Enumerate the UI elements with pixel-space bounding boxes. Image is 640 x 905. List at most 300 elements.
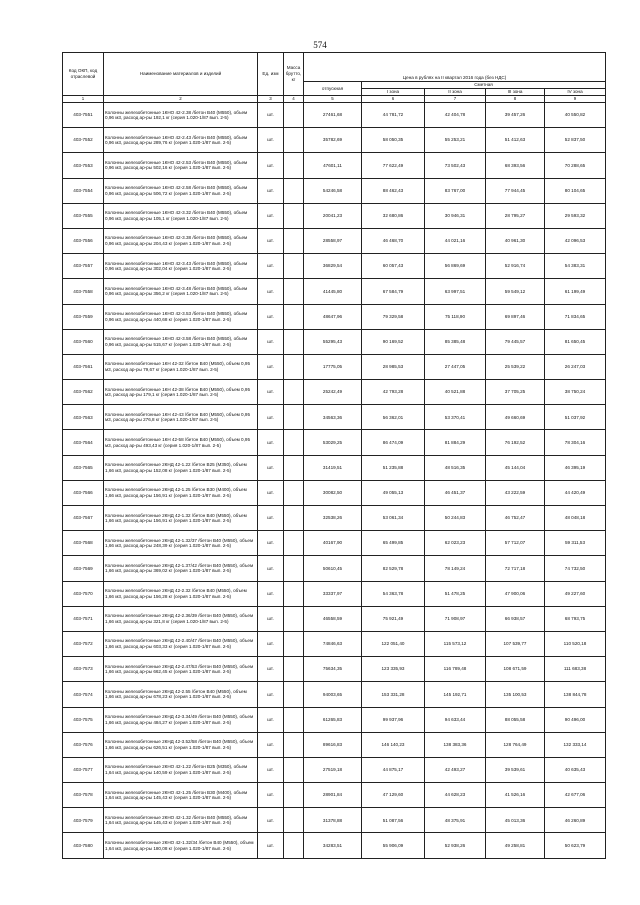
row-zone-3-price: 46 752,47	[486, 506, 545, 531]
row-name: Колонны железобетонные 2КНД 42-1.37/42 /бетон В40 (М550), объем 1,66 м3, расход ар-ры 369,02 кг (серия 1.020-1/87 вып. 2-5)	[104, 556, 258, 581]
row-code: 403-7562	[63, 380, 104, 405]
row-zone-2-price: 116 789,48	[425, 657, 486, 682]
row-zone-1-price: 67 584,79	[362, 279, 425, 304]
row-name: Колонны железобетонные 2КНД 42-3.52/58 /бетон В40 (М550), объем 1,66 м3, расход ар-ры 626,51 кг (серия 1.020-1/87 вып. 2-5)	[104, 732, 258, 757]
table-row	[63, 228, 606, 253]
row-mass	[284, 153, 304, 178]
row-code: 403-7573	[63, 657, 104, 682]
row-code: 403-7580	[63, 833, 104, 858]
row-release-price: 35782,69	[304, 128, 362, 153]
row-zone-2-price: 40 521,88	[425, 380, 486, 405]
row-code: 403-7570	[63, 581, 104, 606]
row-unit: шт.	[258, 606, 284, 631]
row-zone-2-price: 52 938,26	[425, 833, 486, 858]
column-number: 6	[362, 96, 425, 103]
row-zone-3-price: 37 705,25	[486, 380, 545, 405]
row-release-price: 34563,36	[304, 405, 362, 430]
row-zone-1-price: 44 781,72	[362, 103, 425, 128]
row-zone-4-price: 81 650,45	[545, 329, 606, 354]
row-zone-3-price: 49 660,69	[486, 405, 545, 430]
row-zone-1-price: 75 921,49	[362, 606, 425, 631]
row-zone-2-price: 115 573,12	[425, 631, 486, 656]
row-unit: шт.	[258, 304, 284, 329]
row-release-price: 74846,63	[304, 631, 362, 656]
table-row	[63, 833, 606, 858]
row-zone-4-price: 49 227,60	[545, 581, 606, 606]
row-zone-1-price: 77 622,49	[362, 153, 425, 178]
row-release-price: 30082,50	[304, 480, 362, 505]
row-zone-4-price: 38 750,24	[545, 380, 606, 405]
row-zone-2-price: 48 516,35	[425, 455, 486, 480]
table-row	[63, 153, 606, 178]
row-name: Колонны железобетонные 1КН 42-58 /бетон В40 (М550), объем 0,95 м3, расход ар-ры 493,43 кг (серия 1.020-1/87 вып. 2-5)	[104, 430, 258, 455]
row-zone-4-price: 111 683,38	[545, 657, 606, 682]
row-code: 403-7578	[63, 783, 104, 808]
row-mass	[284, 178, 304, 203]
row-code: 403-7568	[63, 531, 104, 556]
row-zone-4-price: 80 104,65	[545, 178, 606, 203]
row-unit: шт.	[258, 707, 284, 732]
row-zone-4-price: 29 593,32	[545, 203, 606, 228]
row-name: Колонны железобетонные 2КНД 42-3.34/49 /бетон В40 (М550), объем 1,66 м3, расход ар-ры 484,27 кг (серия 1.020-1/87 вып. 2-5)	[104, 707, 258, 732]
table-row	[63, 506, 606, 531]
row-mass	[284, 783, 304, 808]
row-zone-2-price: 42 493,27	[425, 757, 486, 782]
column-number: 3	[258, 96, 284, 103]
header-mass: Масса брутто, кг	[284, 53, 304, 96]
row-zone-1-price: 90 169,52	[362, 329, 425, 354]
row-name: Колонны железобетонные 2КНО 42-1.32/34 /бетон В40 (М550), объем 1,64 м3, расход ар-ры 180,08 кг (серия 1.020-1/87 вып. 2-5)	[104, 833, 258, 858]
row-zone-4-price: 110 520,18	[545, 631, 606, 656]
row-zone-3-price: 52 916,74	[486, 254, 545, 279]
row-zone-1-price: 44 875,17	[362, 757, 425, 782]
row-unit: шт.	[258, 203, 284, 228]
row-code: 403-7559	[63, 304, 104, 329]
row-code: 403-7577	[63, 757, 104, 782]
header-zone-3: III зона	[486, 89, 545, 96]
row-zone-4-price: 42 096,53	[545, 228, 606, 253]
row-zone-3-price: 51 412,63	[486, 128, 545, 153]
row-zone-4-price: 68 793,75	[545, 606, 606, 631]
table-row	[63, 581, 606, 606]
table-row	[63, 178, 606, 203]
row-zone-1-price: 58 050,35	[362, 128, 425, 153]
row-zone-4-price: 138 844,78	[545, 682, 606, 707]
row-zone-3-price: 40 961,30	[486, 228, 545, 253]
row-mass	[284, 556, 304, 581]
column-number: 8	[486, 96, 545, 103]
row-name: Колонны железобетонные 1КНО 42-2.38 /бетон В40 (М550), объем 0,96 м3, расход ар-ры 192,1 кг (серия 1.020-1/87 вып. 2-5)	[104, 103, 258, 128]
row-zone-1-price: 55 906,09	[362, 833, 425, 858]
row-release-price: 34283,51	[304, 833, 362, 858]
row-zone-1-price: 146 140,23	[362, 732, 425, 757]
row-zone-3-price: 68 393,56	[486, 153, 545, 178]
row-unit: шт.	[258, 354, 284, 379]
row-zone-2-price: 63 997,51	[425, 279, 486, 304]
row-mass	[284, 707, 304, 732]
row-code: 403-7564	[63, 430, 104, 455]
row-code: 403-7563	[63, 405, 104, 430]
table-row	[63, 455, 606, 480]
row-mass	[284, 430, 304, 455]
row-zone-4-price: 40 635,43	[545, 757, 606, 782]
row-unit: шт.	[258, 455, 284, 480]
table-row	[63, 128, 606, 153]
row-zone-2-price: 138 383,36	[425, 732, 486, 757]
row-unit: шт.	[258, 279, 284, 304]
row-unit: шт.	[258, 783, 284, 808]
row-name: Колонны железобетонные 1КНО 42-2.43 /бетон В40 (М550), объем 0,96 м3, расход ар-ры 289,76 кг (серия 1.020-1/87 вып. 2-5)	[104, 128, 258, 153]
row-release-price: 48647,96	[304, 304, 362, 329]
row-mass	[284, 128, 304, 153]
row-zone-2-price: 145 192,71	[425, 682, 486, 707]
row-zone-2-price: 71 908,97	[425, 606, 486, 631]
column-number: 5	[304, 96, 362, 103]
row-name: Колонны железобетонные 1КН 42-32 /бетон В40 (М550), объем 0,95 м3, расход ар-ры 79,67 кг (серия 1.020-1/87 вып. 2-5)	[104, 354, 258, 379]
row-name: Колонны железобетонные 2КНД 42-1.32/37 /бетон В40 (М550), объем 1,66 м3, расход ар-ры 248,39 кг (серия 1.020-1/87 вып. 2-5)	[104, 531, 258, 556]
row-mass	[284, 354, 304, 379]
row-release-price: 25242,49	[304, 380, 362, 405]
row-zone-2-price: 51 478,25	[425, 581, 486, 606]
row-code: 403-7552	[63, 128, 104, 153]
header-code: Код ОКП, код отраслевой	[63, 53, 104, 96]
row-zone-3-price: 72 717,18	[486, 556, 545, 581]
row-zone-1-price: 82 529,78	[362, 556, 425, 581]
row-unit: шт.	[258, 178, 284, 203]
price-table	[62, 52, 606, 859]
row-release-price: 31378,88	[304, 808, 362, 833]
row-mass	[284, 329, 304, 354]
row-zone-1-price: 88 462,43	[362, 178, 425, 203]
row-name: Колонны железобетонные 1КНО 42-3.58 /бетон В40 (М550), объем 0,96 м3, расход ар-ры 515,67 кг (серия 1.020-1/87 вып. 2-5)	[104, 329, 258, 354]
row-unit: шт.	[258, 808, 284, 833]
table-row	[63, 304, 606, 329]
row-zone-1-price: 56 362,01	[362, 405, 425, 430]
row-unit: шт.	[258, 732, 284, 757]
row-release-price: 28901,84	[304, 783, 362, 808]
row-name: Колонны железобетонные 1КНО 42-3.32 /бетон В40 (М550), объем 0,96 м3, расход ар-ры 105,1 кг (серия 1.020-1/87 вып. 2-5)	[104, 203, 258, 228]
row-mass	[284, 279, 304, 304]
row-zone-3-price: 45 144,04	[486, 455, 545, 480]
row-unit: шт.	[258, 531, 284, 556]
row-code: 403-7557	[63, 254, 104, 279]
row-unit: шт.	[258, 556, 284, 581]
row-code: 403-7555	[63, 203, 104, 228]
row-zone-1-price: 51 235,88	[362, 455, 425, 480]
row-unit: шт.	[258, 480, 284, 505]
row-release-price: 61265,83	[304, 707, 362, 732]
row-release-price: 28558,97	[304, 228, 362, 253]
header-zone-1: I зона	[362, 89, 425, 96]
table-row	[63, 380, 606, 405]
row-zone-2-price: 50 244,83	[425, 506, 486, 531]
row-zone-3-price: 88 055,58	[486, 707, 545, 732]
row-unit: шт.	[258, 103, 284, 128]
row-release-price: 17775,05	[304, 354, 362, 379]
row-unit: шт.	[258, 631, 284, 656]
row-zone-2-price: 56 869,69	[425, 254, 486, 279]
row-zone-3-price: 45 013,36	[486, 808, 545, 833]
row-code: 403-7554	[63, 178, 104, 203]
table-row	[63, 808, 606, 833]
row-zone-3-price: 135 100,53	[486, 682, 545, 707]
row-zone-1-price: 60 057,43	[362, 254, 425, 279]
row-mass	[284, 657, 304, 682]
table-row	[63, 682, 606, 707]
row-code: 403-7561	[63, 354, 104, 379]
row-zone-2-price: 30 946,31	[425, 203, 486, 228]
row-mass	[284, 631, 304, 656]
row-release-price: 55295,43	[304, 329, 362, 354]
row-zone-1-price: 122 051,40	[362, 631, 425, 656]
row-name: Колонны железобетонные 2КНД 42-2.47/53 /бетон В40 (М550), объем 1,66 м3, расход ар-ры 662,45 кг (серия 1.020-1/87 вып. 2-5)	[104, 657, 258, 682]
row-mass	[284, 757, 304, 782]
row-release-price: 40167,90	[304, 531, 362, 556]
row-zone-1-price: 123 335,93	[362, 657, 425, 682]
row-zone-1-price: 46 468,70	[362, 228, 425, 253]
row-zone-3-price: 59 549,12	[486, 279, 545, 304]
row-zone-3-price: 43 222,59	[486, 480, 545, 505]
table-row	[63, 783, 606, 808]
row-zone-3-price: 66 938,57	[486, 606, 545, 631]
row-zone-1-price: 86 474,09	[362, 430, 425, 455]
column-number: 9	[545, 96, 606, 103]
row-zone-4-price: 42 677,06	[545, 783, 606, 808]
row-mass	[284, 254, 304, 279]
row-code: 403-7567	[63, 506, 104, 531]
table-row	[63, 531, 606, 556]
row-unit: шт.	[258, 153, 284, 178]
row-zone-3-price: 28 795,27	[486, 203, 545, 228]
row-unit: шт.	[258, 506, 284, 531]
table-row	[63, 405, 606, 430]
row-name: Колонны железобетонные 2КНД 42-2.36/39 /бетон В40 (М550), объем 1,66 м3, расход ар-ры 321,8 кг (серия 1.020-1/87 вып. 2-5)	[104, 606, 258, 631]
row-mass	[284, 103, 304, 128]
row-zone-4-price: 26 247,03	[545, 354, 606, 379]
row-release-price: 89616,83	[304, 732, 362, 757]
row-mass	[284, 304, 304, 329]
row-zone-3-price: 49 258,81	[486, 833, 545, 858]
row-name: Колонны железобетонные 2КНО 42-1.22 /бетон В25 (М350), объем 1,64 м3, расход ар-ры 140,59 кг (серия 1.020-1/87 вып. 2-5)	[104, 757, 258, 782]
row-zone-2-price: 73 502,43	[425, 153, 486, 178]
row-release-price: 46558,59	[304, 606, 362, 631]
row-mass	[284, 581, 304, 606]
table-row	[63, 606, 606, 631]
table-row	[63, 279, 606, 304]
table-row	[63, 430, 606, 455]
row-zone-3-price: 47 900,06	[486, 581, 545, 606]
row-zone-4-price: 52 837,50	[545, 128, 606, 153]
row-code: 403-7572	[63, 631, 104, 656]
row-zone-2-price: 85 385,48	[425, 329, 486, 354]
row-zone-2-price: 55 253,21	[425, 128, 486, 153]
row-zone-2-price: 83 767,00	[425, 178, 486, 203]
row-zone-1-price: 53 061,34	[362, 506, 425, 531]
table-row	[63, 203, 606, 228]
table-row	[63, 757, 606, 782]
row-zone-2-price: 27 447,05	[425, 354, 486, 379]
row-unit: шт.	[258, 329, 284, 354]
row-zone-2-price: 46 451,37	[425, 480, 486, 505]
row-code: 403-7579	[63, 808, 104, 833]
row-release-price: 31419,51	[304, 455, 362, 480]
row-zone-1-price: 54 363,78	[362, 581, 425, 606]
row-zone-3-price: 76 192,52	[486, 430, 545, 455]
row-code: 403-7569	[63, 556, 104, 581]
header-delivery-price: Сметная	[362, 82, 606, 89]
row-release-price: 36829,54	[304, 254, 362, 279]
row-zone-1-price: 49 055,13	[362, 480, 425, 505]
row-zone-2-price: 62 023,23	[425, 531, 486, 556]
row-zone-4-price: 46 260,89	[545, 808, 606, 833]
row-zone-3-price: 41 526,16	[486, 783, 545, 808]
row-zone-4-price: 70 288,65	[545, 153, 606, 178]
table-row	[63, 556, 606, 581]
row-zone-3-price: 107 539,77	[486, 631, 545, 656]
row-code: 403-7571	[63, 606, 104, 631]
header-name: Наименование материалов и изделий	[104, 53, 258, 96]
row-unit: шт.	[258, 128, 284, 153]
row-name: Колонны железобетонные 1КНО 42-3.43 /бетон В40 (М550), объем 0,96 м3, расход ар-ры 302,04 кг (серия 1.020-1/87 вып. 2-5)	[104, 254, 258, 279]
row-name: Колонны железобетонные 1КН 42-38 /бетон В40 (М550), объем 0,95 м3, расход ар-ры 179,1 кг (серия 1.020-1/87 вып. 2-5)	[104, 380, 258, 405]
row-zone-2-price: 81 884,29	[425, 430, 486, 455]
column-number: 1	[63, 96, 104, 103]
row-zone-1-price: 99 937,96	[362, 707, 425, 732]
row-name: Колонны железобетонные 2КНД 42-1.32 /бетон В40 (М550), объем 1,66 м3, расход ар-ры 156,91 кг (серия 1.020-1/87 вып. 2-5)	[104, 506, 258, 531]
row-zone-2-price: 53 370,41	[425, 405, 486, 430]
row-release-price: 33337,97	[304, 581, 362, 606]
row-zone-4-price: 51 037,92	[545, 405, 606, 430]
row-name: Колонны железобетонные 1КНО 42-3.48 /бетон В40 (М550), объем 0,96 м3, расход ар-ры 356,2 кг (серия 1.020-1/87 вып. 2-5)	[104, 279, 258, 304]
row-name: Колонны железобетонные 2КНД 42-2.40/47 /бетон В40 (М550), объем 1,66 м3, расход ар-ры 603,33 кг (серия 1.020-1/87 вып. 2-5)	[104, 631, 258, 656]
row-zone-4-price: 90 496,00	[545, 707, 606, 732]
row-zone-4-price: 40 550,82	[545, 103, 606, 128]
row-unit: шт.	[258, 833, 284, 858]
row-mass	[284, 455, 304, 480]
row-mass	[284, 506, 304, 531]
row-zone-4-price: 48 048,18	[545, 506, 606, 531]
row-zone-3-price: 69 897,46	[486, 304, 545, 329]
row-release-price: 41445,80	[304, 279, 362, 304]
row-zone-4-price: 44 420,49	[545, 480, 606, 505]
row-zone-1-price: 65 499,85	[362, 531, 425, 556]
header-zone-2: II зона	[425, 89, 486, 96]
table-row	[63, 354, 606, 379]
row-name: Колонны железобетонные 2КНД 42-2.55 /бетон В40 (М550), объем 1,66 м3, расход ар-ры 678,23 кг (серия 1.020-1/87 вып. 2-5)	[104, 682, 258, 707]
row-zone-3-price: 108 671,59	[486, 657, 545, 682]
row-release-price: 20041,23	[304, 203, 362, 228]
row-zone-3-price: 39 457,26	[486, 103, 545, 128]
row-zone-2-price: 42 404,78	[425, 103, 486, 128]
header-price-title: Цена в рублях на II квартал 2016 года (без НДС)	[304, 53, 606, 82]
row-mass	[284, 808, 304, 833]
row-mass	[284, 682, 304, 707]
row-mass	[284, 732, 304, 757]
row-unit: шт.	[258, 657, 284, 682]
row-mass	[284, 380, 304, 405]
row-release-price: 50610,45	[304, 556, 362, 581]
row-zone-1-price: 51 087,56	[362, 808, 425, 833]
row-name: Колонны железобетонные 1КНО 42-3.38 /бетон В40 (М550), объем 0,96 м3, расход ар-ры 204,43 кг (серия 1.020-1/87 вып. 2-5)	[104, 228, 258, 253]
row-name: Колонны железобетонные 2КНО 42-1.25 /бетон В30 (М400), объем 1,64 м3, расход ар-ры 145,43 кг (серия 1.020-1/87 вып. 2-5)	[104, 783, 258, 808]
row-unit: шт.	[258, 430, 284, 455]
row-zone-4-price: 50 623,79	[545, 833, 606, 858]
row-release-price: 54246,58	[304, 178, 362, 203]
table-row	[63, 657, 606, 682]
row-zone-3-price: 39 539,61	[486, 757, 545, 782]
row-code: 403-7556	[63, 228, 104, 253]
row-unit: шт.	[258, 405, 284, 430]
row-release-price: 27461,68	[304, 103, 362, 128]
table-header	[63, 53, 606, 103]
row-zone-3-price: 77 944,45	[486, 178, 545, 203]
row-zone-4-price: 74 732,50	[545, 556, 606, 581]
row-unit: шт.	[258, 682, 284, 707]
row-code: 403-7558	[63, 279, 104, 304]
row-zone-4-price: 54 383,31	[545, 254, 606, 279]
page-number: 574	[313, 40, 327, 50]
row-mass	[284, 833, 304, 858]
row-release-price: 47601,11	[304, 153, 362, 178]
row-code: 403-7566	[63, 480, 104, 505]
row-mass	[284, 480, 304, 505]
row-code: 403-7575	[63, 707, 104, 732]
row-release-price: 75634,35	[304, 657, 362, 682]
row-name: Колонны железобетонные 1КНО 42-3.53 /бетон В40 (М550), объем 0,96 м3, расход ар-ры 440,68 кг (серия 1.020-1/87 вып. 2-5)	[104, 304, 258, 329]
table-body	[63, 103, 606, 859]
row-zone-3-price: 79 445,57	[486, 329, 545, 354]
row-zone-2-price: 75 118,90	[425, 304, 486, 329]
row-zone-4-price: 132 333,14	[545, 732, 606, 757]
row-zone-2-price: 78 149,24	[425, 556, 486, 581]
row-name: Колонны железобетонные 2КНО 42-1.32 /бетон В40 (М550), объем 1,64 м3, расход ар-ры 145,43 кг (серия 1.020-1/87 вып. 2-5)	[104, 808, 258, 833]
row-zone-1-price: 47 129,60	[362, 783, 425, 808]
row-name: Колонны железобетонные 1КН 42-43 /бетон В40 (М550), объем 0,95 м3, расход ар-ры 276,8 кг (серия 1.020-1/87 вып. 2-5)	[104, 405, 258, 430]
table-row	[63, 707, 606, 732]
header-zone-4: IV зона	[545, 89, 606, 96]
row-release-price: 53029,25	[304, 430, 362, 455]
row-zone-1-price: 79 329,58	[362, 304, 425, 329]
row-zone-2-price: 44 021,16	[425, 228, 486, 253]
row-zone-3-price: 128 764,49	[486, 732, 545, 757]
row-zone-2-price: 48 375,91	[425, 808, 486, 833]
header-unit: Ед. изм	[258, 53, 284, 96]
column-number: 2	[104, 96, 258, 103]
row-name: Колонны железобетонные 1КНО 42-2.53 /бетон В40 (М550), объем 0,96 м3, расход ар-ры 502,16 кг (серия 1.020-1/87 вып. 2-5)	[104, 153, 258, 178]
row-mass	[284, 606, 304, 631]
table-row	[63, 480, 606, 505]
row-mass	[284, 405, 304, 430]
row-mass	[284, 531, 304, 556]
table-row	[63, 631, 606, 656]
row-zone-1-price: 32 680,86	[362, 203, 425, 228]
column-number-row	[63, 96, 606, 103]
row-code: 403-7551	[63, 103, 104, 128]
row-zone-1-price: 42 793,28	[362, 380, 425, 405]
row-zone-3-price: 57 712,07	[486, 531, 545, 556]
row-name: Колонны железобетонные 2КНД 42-2.32 /бетон В40 (М550), объем 1,66 м3, расход ар-ры 156,28 кг (серия 1.020-1/87 вып. 2-5)	[104, 581, 258, 606]
row-mass	[284, 228, 304, 253]
table-row	[63, 103, 606, 128]
row-release-price: 27519,18	[304, 757, 362, 782]
row-zone-4-price: 71 834,65	[545, 304, 606, 329]
row-name: Колонны железобетонные 2КНД 42-1.22 /бетон В25 (М350), объем 1,66 м3, расход ар-ры 152,08 кг (серия 1.020-1/87 вып. 2-5)	[104, 455, 258, 480]
row-code: 403-7560	[63, 329, 104, 354]
table-row	[63, 732, 606, 757]
row-unit: шт.	[258, 581, 284, 606]
row-code: 403-7574	[63, 682, 104, 707]
table-row	[63, 254, 606, 279]
